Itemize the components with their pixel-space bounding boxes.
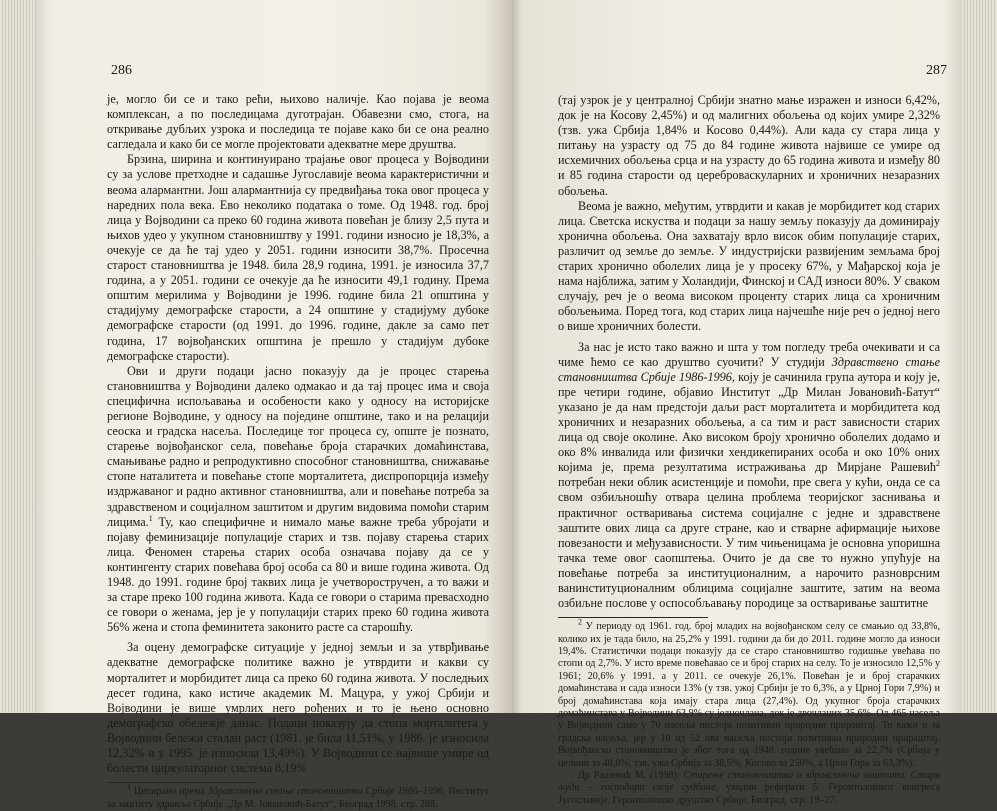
page-number-right: 287 — [926, 63, 947, 78]
footnote-text: , Институт за заштиту здравља Србије „Др М. Јовановић-Батут“, Београд 1998. стр. 288. — [107, 786, 489, 810]
footnote-mark: 1 — [148, 513, 153, 523]
footnote-1 — [107, 782, 489, 811]
footnote-text: , уводни реферати 5. Геронтолошког конгреса Југославије, Геронтолошко друштво Србије, Београд, стр. 19–27. — [558, 782, 940, 806]
footnote-2 — [558, 617, 940, 770]
footnote-number: 1 — [127, 782, 131, 792]
page-edges-right — [962, 0, 997, 713]
paragraph-text: Ови и други подаци јасно показују да је процес старења становништва у Војводини далеко одмакао и да тај процес има и своја специфична испољавања и особености како у односу на историјске регионе Војводине, у односу на поједине општине, тако и на релацији сеоска и градска насеља. Последице тог процеса су, опште је познато, старење војвођанског села, повећање броја старачких домаћинстава, смањивање радно и репродуктивно способног становништва, снижавање стопе наталитета и повећање стопе морталитета, диспропорција између издржаваног и радно активног становништва, али и повећање потреба за здравственом и социјалном заштитом и другим видовима помоћи старим лицима. — [107, 363, 489, 529]
footnote-mark: 2 — [936, 459, 940, 469]
page-edges-left — [0, 0, 36, 713]
paragraph-text: За нас је исто тако важно и шта у том погледу треба очекивати и са чиме ћемо се као друштво суочити? У студији — [558, 339, 940, 369]
footnote-title: Старење становништва и здравствена заштита. Стари људи – господари своје судбине — [558, 770, 940, 794]
paragraph: Веома је важно, међутим, утврдити и какав је морбидитет код старих лица. Светска искуства и подаци за нашу земљу показују да доминирају хронична обољења. Она захватају врло висок обим популације старих, различит од земље до земље. У индустријски развијеним земљама број старих хронично оболелих лица је у просеку 67%, у Мађарској која је нама најближа, затим у Холандији, Финској и САД износи 80%. У сваком случају, реч је о веома високом проценту старих лица са хроничним обољењима. Поред тога, код старих лица најчешће није реч о једној него о више хроничних болести. — [558, 198, 940, 334]
footnote-text: У периоду од 1961. год. број младих на војвођанском селу се смањио од 33,8%, колико их је тада било, на 25,2% у 1991. години да би до 2011. године могло да износи 19,4%. Статистички подаци показују да се старо становништво годишње увећава по стопи од 2,7%. У исто време повећавао се и број старих на селу. То је износило 12,5% у 1961; 20,6% у 1991. а у 2011. се очекује 26,1%. Повећан је и број старачких домаћинстава и сада износи 13% (у тзв. ужој Србији је то 6,3%, а у Црној Гори 7,9%) и број домаћинстава која имају стара лица (27,4%). Од укупног броја старачких домаћинстава у Војводини 63,9% су једночлана, док је двочланих 35,6%. Од 465 насеља у Војводини само у 70 насеља постоји позитиван природни прираштај. То важи и за градска насеља, јер у 10 од 52 ова насеља постоји позитиван природни прираштај. Војвођанско становништво је због тога од 1948. године увећано за 22,7% (Србија у целини за 48,8%, тзв. ужа Србија за 38,5%, Косово за 250%, а Црна Гора за 63,3%). — [558, 621, 940, 769]
paragraph — [558, 340, 940, 612]
right-text-column — [558, 93, 940, 807]
paragraph: (тај узрок је у централној Србији знатно мање изражен и износи 6,42%, док је на Косову 2,45%) и од малигних обољења од којих умире 2,32% (тзв. ужа Србија 1,84% и Косово 0,44%). Али када су стара лица у питању на узрасту од 75 до 84 године живота највише се умире од исхемичних обољења срца и на узрасту до 65 година живота и између 80 и 85 година старости од цереброваскуларних и хроничних незаразних обољења. — [558, 93, 940, 198]
right-page — [512, 0, 962, 806]
paragraph: Брзина, ширина и континуирано трајање овог процеса у Војводини су за услове претходне и садашње Југославије веома карактеристични и веома алармантни. Још алармантнија су предвиђања тока овог процеса у наредних пола века. Ево неколико података о томе. Од 1948. год. број лица у Војводини са преко 60 година живота повећан је близу 2,5 пута и њихов удео у укупном становништву у 1991. години износио је 18,3%, а очекује се да ће тај удео у 2051. години износити 38,7%. Просечна старост становништва је 1948. била 28,9 година, 1991. је износила 37,7 година, а у 2051. години се очекује да ће износити 49,1 годину. Према општим мерилима у Војводини је 1996. године била 21 општина у стадијуму демографске старости, а 24 општине у стадијуму дубоке демографске старости (од 1991. до 1996. године, дакле за само пет година, 17 војвођанских општина је прешло у стадијум дубоке демографске старости). — [107, 152, 489, 363]
paragraph — [107, 364, 489, 636]
paragraph-text: , коју је сачинила група аутора и коју је, пре четири године, објавио Институт „Др Милан Јовановић-Батут“ указано је да нам предстоји даљи раст морталитета и морбидитета код хроничних и незаразних обољења, а са тим и раст зависности старих лица од своје околине. Ако високом броју хронично оболелих додамо и око 8% инвалида или физички хендикепираних особа и око 10% оних којима је, према резултатима истраживања др Мирјане Рашевић — [558, 369, 940, 475]
paragraph: је, могло би се и тако рећи, њихово наличје. Као појава је веома комплексан, а по последицама дуготрајан. Обавезни смо, стога, на откривање дубљих узрока и последица те појаве како би се она реално сагледала и како би се могле пројектовати адекватне мере друштва. — [107, 92, 489, 152]
footnote-number: 2 — [578, 617, 582, 627]
footnote-text: Др Рашевић М. (1998): — [578, 770, 680, 782]
left-text-column — [107, 92, 489, 811]
paragraph-text: Ту, као специфичне и нимало мање важне треба убројати и појаву феминизације популације старих и тзв. појаву старења старих лица. Феномен старења старих особа означава појаву да се у контингенту старих повећава број особа са 80 и више година живота. Од 1948. до 1991. године број таквих лица је учетворостручен, а то важи и за старе преко 100 година живота. Када се говори о старима превасходно се говори о женама, јер је у популацији старих преко 60 година живота 56% жена и стопа феминитета законито расте са старошћу. — [107, 514, 489, 635]
paragraph-text: потребан неки облик асистенције и помоћи, пре свега у кући, онда се са свом озбиљношћу отвара целина проблема теоријског заснивања и практичног остваривања система социјалне с једне и здравствене заштите ових лица са друге стране, као и стварне афирмације њихове повезаности и међузависности. У тим чињеницама је основна упоришна тачка теме овог саопштења. Очито је да све то нужно упућује на повећање потреба за институционалним, а нарочито разноврсним ванинституционалним облицима социјалне заштите, затим на веома озбиљне послове у оспособљавању породице за остваривање заштитне — [558, 475, 940, 611]
footnote-text: Цитирано према — [133, 786, 205, 798]
footnote-title: Здравствено стање становништва Србије 1986–1996 — [207, 786, 443, 798]
study-title: Здравствено стање становништва Србије 1986-1996 — [558, 354, 940, 384]
footnote-2-reference — [558, 770, 940, 807]
paragraph: За оцену демографске ситуације у једној земљи и за утврђивање адекватне демографске политике важно је утврдити и какви су морталитет и морбидитет лица са преко 60 година живота. У последњих десет година, како истиче академик М. Мацура, у ужој Србији и Војводини је више умрлих него рођених и то је њено основно демографско обележје данас. Подаци показују да стопа морталитета у Војводини бележи сталан раст (1981. је била 11,51%, у 1986. је износила 12,32% и у 1995. је износила 13,49%). У Војводини се највише умире од болести циркулаторног система 8,19% — [107, 640, 489, 776]
left-page — [36, 0, 512, 810]
page-number-left: 286 — [111, 63, 132, 78]
